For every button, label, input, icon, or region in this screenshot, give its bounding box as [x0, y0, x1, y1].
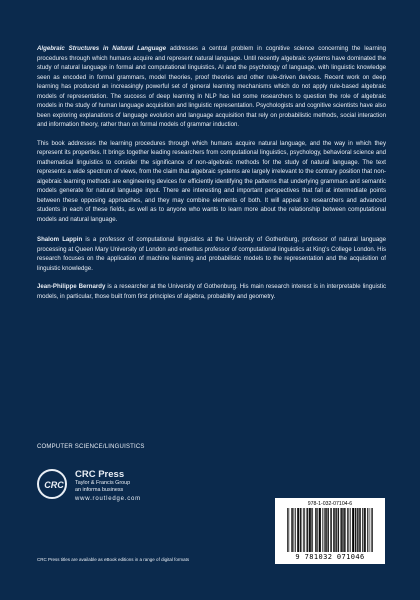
- barcode-bar: [326, 508, 327, 552]
- barcode-bar: [364, 508, 365, 552]
- barcode-bar: [307, 508, 308, 552]
- author-bio-text-1: is a professor of computational linguistics at the University of Gothenburg, professor of natural language processing at Queen Mary University of London and emeritus professor of computational linguistics at King's College London. His research focuses on the application of machine learning and probabilistic models to the representation and the acquisition of linguistic knowledge.: [37, 236, 386, 272]
- isbn-number-top: 978-1-032-07104-6: [307, 501, 353, 507]
- logo-text: CRC: [44, 480, 64, 490]
- barcode-bar: [322, 508, 323, 552]
- publisher-name: CRC Press: [75, 469, 125, 480]
- description-paragraph-1: [37, 44, 386, 130]
- barcode-bar: [359, 508, 360, 552]
- barcode-bar: [364, 508, 365, 552]
- barcode-bar: [343, 508, 344, 552]
- barcode-bar: [288, 508, 289, 552]
- barcode-bar: [367, 508, 368, 552]
- author-bio-1: [37, 235, 386, 273]
- barcode-bar: [316, 508, 317, 552]
- barcode-bar: [317, 508, 318, 552]
- description-paragraph-2: This book addresses the learning procedures through which humans acquire natural language, and the way in which they represent its properties. It brings together leading researchers from computational linguistics, psychology, behavioral science and mathematical linguistics to consider the significance of non-algebraic methods for the study of natural language. The text represents a wide spectrum of views, from the claim that algebraic systems are largely irrelevant to the contrary position that non-algebraic learning methods are engineering devices for efficiently identifying the patterns that underlying grammars and semantic models generate for natural language input. There are interesting and important perspectives that fall at intermediate points between these opposing approaches, and they may combine elements of both. It will appeal to researchers and advanced students in each of these fields, as well as to anyone who wants to learn more about the relationship between computational models and natural language.: [37, 139, 386, 223]
- ebook-note: CRC Press titles are available as eBook editions in a range of digital formats: [37, 557, 190, 562]
- barcode-bar: [356, 508, 357, 552]
- publisher-group: Taylor & Francis Group: [75, 480, 131, 486]
- barcode-bar: [355, 508, 356, 552]
- barcode-bar: [352, 508, 353, 552]
- barcode-bar: [315, 508, 316, 552]
- author-bio-text-2: is a researcher at the University of Gothenburg. His main research interest is in interpretable linguistic models, in particular, those built from first principles of algebra, probability and geometry.: [37, 283, 386, 300]
- barcode-bar: [369, 508, 370, 552]
- barcode-bar: [287, 508, 288, 552]
- barcode-bar: [338, 508, 339, 552]
- barcode-bar: [300, 508, 301, 552]
- barcode-bar: [333, 508, 334, 552]
- barcode-bar: [353, 508, 354, 552]
- barcode-bar: [365, 508, 366, 552]
- barcode-bar: [311, 508, 312, 552]
- barcode-bar: [371, 508, 372, 552]
- author-name-1: Shalom Lappin: [37, 236, 83, 243]
- barcode-bar: [340, 508, 341, 552]
- barcode-bar: [357, 508, 358, 552]
- publisher-url[interactable]: www.routledge.com: [75, 496, 141, 502]
- barcode-bars: [287, 508, 373, 552]
- barcode-bar: [309, 508, 310, 552]
- barcode-bar: [327, 508, 328, 552]
- barcode-bar: [310, 508, 311, 552]
- publisher-text: [75, 469, 141, 503]
- barcode-bar: [294, 508, 295, 552]
- barcode-bar: [299, 508, 300, 552]
- barcode-bar: [334, 508, 335, 552]
- barcode-bar: [353, 508, 354, 552]
- barcode-bar: [292, 508, 293, 552]
- barcode-bar: [319, 508, 320, 552]
- description-text-1: addresses a central problem in cognitive science concerning the learning procedures through which humans acquire and represent natural language. Until recently algebraic systems have dominated the study of natural language in formal and computational linguistics, AI and the psychology of language, with linguistic knowledge seen as encoded in formal grammars, model theories, proof theories and other rule-driven devices. Recent work on deep learning has produced an increasingly powerful set of general learning mechanisms which do not apply rule-based algebraic models of representation. The success of deep learning in NLP has led some researchers to question the role of algebraic models in the study of human language acquisition and linguistic representation. Psychologists and cognitive scientists have also been exploring explanations of language evolution and language acquisition that rely on probabilistic methods, social interaction and information theory, rather than on formal models of grammar induction.: [37, 45, 386, 128]
- barcode-bar: [304, 508, 305, 552]
- barcode-bar: [348, 508, 349, 552]
- barcode-bar: [325, 508, 326, 552]
- barcode-bar: [336, 508, 337, 552]
- book-title: Algebraic Structures in Natural Language: [37, 45, 166, 52]
- barcode-bar: [360, 508, 361, 552]
- publisher-tagline: an informa business: [75, 487, 124, 493]
- barcode-bar: [341, 508, 342, 552]
- crc-logo-icon: [37, 469, 67, 499]
- barcode-bar: [338, 508, 339, 552]
- barcode-bar: [295, 508, 296, 552]
- barcode-bar: [345, 508, 346, 552]
- barcode-bar: [301, 508, 302, 552]
- barcode-bar: [362, 508, 363, 552]
- blurb: [37, 44, 386, 310]
- barcode-bar: [298, 508, 299, 552]
- barcode-bar: [297, 508, 298, 552]
- barcode-bar: [342, 508, 343, 552]
- isbn-barcode: [275, 498, 385, 564]
- barcode-bar: [372, 508, 373, 552]
- barcode-bar: [347, 508, 348, 552]
- barcode-bar: [309, 508, 310, 552]
- barcode-bar: [303, 508, 304, 552]
- barcode-bar: [350, 508, 351, 552]
- barcode-bar: [312, 508, 313, 552]
- barcode-bar: [344, 508, 345, 552]
- author-name-2: Jean-Philippe Bernardy: [37, 283, 106, 290]
- barcode-bar: [335, 508, 336, 552]
- barcode-bar: [358, 508, 359, 552]
- barcode-bar: [291, 508, 292, 552]
- author-bio-2: [37, 282, 386, 301]
- barcode-bar: [307, 508, 308, 552]
- barcode-bar: [331, 508, 332, 552]
- isbn-number-bottom: 9 781032 071046: [295, 553, 365, 561]
- barcode-bar: [330, 508, 331, 552]
- barcode-bar: [320, 508, 321, 552]
- barcode-bar: [324, 508, 325, 552]
- subject-category: COMPUTER SCIENCE/LINGUISTICS: [37, 444, 145, 450]
- barcode-bar: [328, 508, 329, 552]
- barcode-bar: [320, 508, 321, 552]
- publisher-block: [37, 469, 237, 503]
